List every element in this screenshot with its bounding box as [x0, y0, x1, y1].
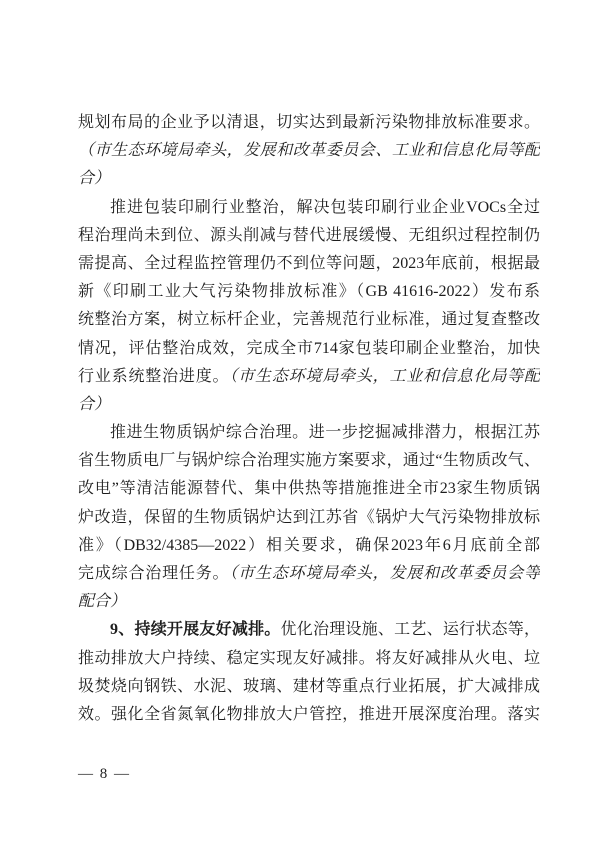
body-text: 推进生物质锅炉综合治理。进一步挖掘减排潜力，根据江苏: [110, 424, 540, 442]
text-line: [78, 194, 540, 222]
text-line: [78, 391, 540, 419]
body-text: 准》（DB32/4385—2022）相关要求，确保2023年6月底前全部: [78, 536, 540, 554]
body-text: 效。强化全省氮氧化物排放大户管控，推进开展深度治理。落实: [78, 705, 540, 723]
text-line: [78, 165, 540, 193]
text-line: [78, 137, 540, 165]
text-line: [78, 335, 540, 363]
text-line: [78, 588, 540, 616]
body-text: 推动排放大户持续、稳定实现友好减排。将友好减排从火电、垃: [78, 649, 540, 667]
text-line: [78, 475, 540, 503]
body-text: 规划布局的企业予以清退，切实达到最新污染物排放标准要求。: [78, 114, 540, 131]
responsibility-annotation: （市生态环境局牵头，工业和信息化局等配: [229, 367, 540, 385]
text-line: [78, 616, 540, 644]
text-line: [78, 222, 540, 250]
body-text: 改电”等清洁能源替代、集中供热等措施推进全市23家生物质锅: [78, 480, 540, 498]
body-text: 圾焚烧向钢铁、水泥、玻璃、建材等重点行业拓展，扩大减排成: [78, 677, 540, 695]
text-line: [78, 701, 540, 729]
measure-heading: 9、持续开展友好减排。: [110, 621, 281, 639]
responsibility-annotation: 合）: [78, 395, 111, 413]
body-text: 完成综合治理任务。: [78, 565, 230, 582]
text-line: [78, 250, 540, 278]
body-text: 情况，评估整治成效，完成全市714家包装印刷企业整治，加快: [78, 339, 540, 357]
text-line: [78, 504, 540, 532]
responsibility-annotation: 合）: [78, 170, 111, 188]
text-line: [78, 306, 540, 334]
body-text: 行业系统整治进度。: [78, 367, 230, 385]
responsibility-annotation: （市生态环境局牵头，发展和改革委员会、工业和信息化局等配: [78, 142, 540, 160]
text-line: [78, 363, 540, 391]
responsibility-annotation: （市生态环境局牵头，发展和改革委员会等: [229, 565, 540, 582]
text-line: [78, 673, 540, 701]
body-text: 优化治理设施、工艺、运行状态等，: [280, 621, 540, 639]
text-line: [78, 532, 540, 560]
text-line: [78, 278, 540, 306]
body-text: 程治理尚未到位、源头削减与替代进展缓慢、无组织过程控制仍: [78, 226, 540, 244]
body-text: 统整治方案，树立标杆企业，完善规范行业标准，通过复查整改: [78, 311, 540, 329]
text-line: [78, 419, 540, 447]
body-text: 炉改造，保留的生物质锅炉达到江苏省《锅炉大气污染物排放标: [78, 508, 540, 526]
responsibility-annotation: 配合）: [78, 593, 127, 611]
document-text: [78, 109, 540, 729]
text-line: [78, 447, 540, 475]
text-line: [78, 560, 540, 588]
body-text: 需提高、全过程监控管理仍不到位等问题，2023年底前，根据最: [78, 254, 540, 272]
body-text: 新《印刷工业大气污染物排放标准》（GB 41616-2022）发布系: [78, 283, 540, 301]
body-text: 推进包装印刷行业整治，解决包装印刷行业企业VOCs全过: [110, 198, 540, 216]
text-line: [78, 645, 540, 673]
body-text: 省生物质电厂与锅炉综合治理实施方案要求，通过“生物质改气、: [78, 452, 540, 470]
page-number: — 8 —: [78, 766, 131, 782]
text-line: [78, 109, 540, 137]
